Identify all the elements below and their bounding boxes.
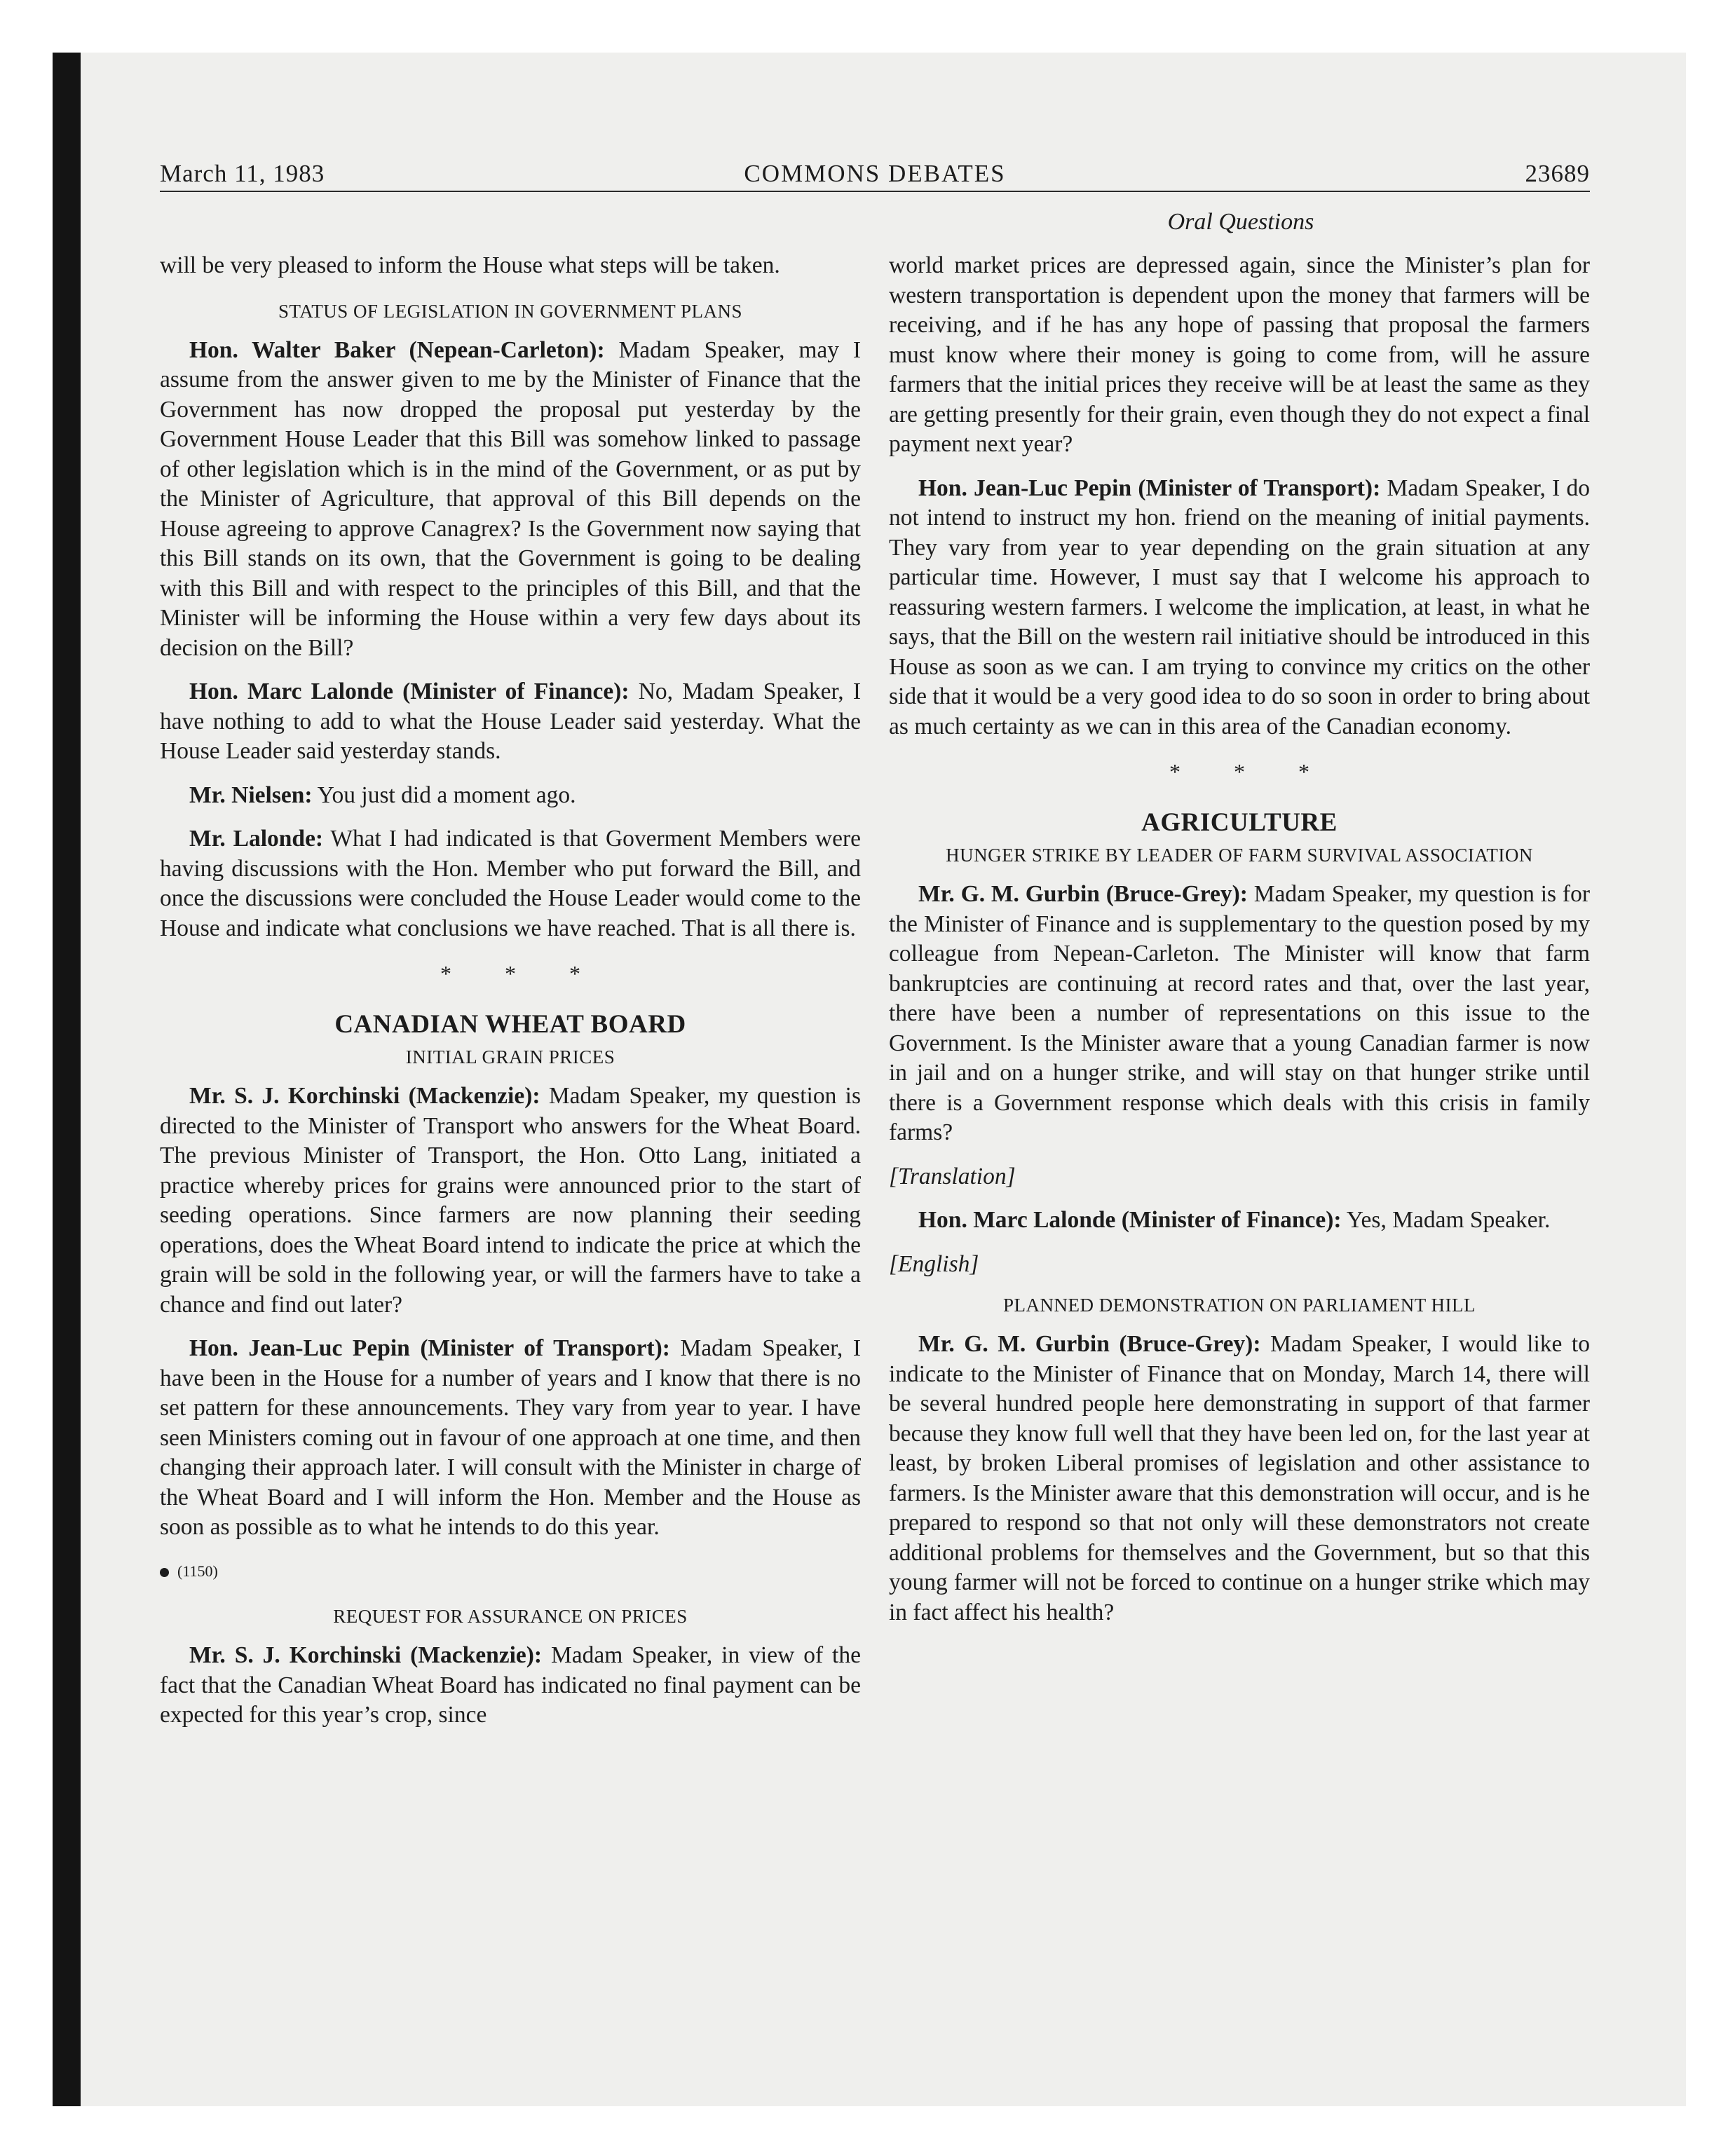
section-divider: * * * (1169, 759, 1333, 784)
speaker-name: Mr. G. M. Gurbin (Bruce-Grey): (918, 881, 1248, 907)
speech-paragraph (160, 336, 861, 664)
speaker-name: Hon. Marc Lalonde (Minister of Finance): (918, 1207, 1342, 1233)
speaker-name: Hon. Walter Baker (Nepean-Carleton): (189, 336, 605, 363)
language-marker: [English] (889, 1250, 979, 1277)
speech-paragraph (889, 1330, 1590, 1628)
speech-paragraph (889, 474, 1590, 742)
section-heading: AGRICULTURE (1141, 807, 1338, 837)
header-title: COMMONS DEBATES (744, 160, 1006, 187)
page-header (160, 156, 1590, 195)
speech-text: Yes, Madam Speaker. (1341, 1207, 1551, 1233)
paragraph: world market prices are depressed again, since the Minister’s plan for western transportation is dependent upon the money that farmers will be receiving, and if he has any hope of passing that proposal the farmers must know where their money is going to come from, will he assure farmers that the initial prices they receive will be at least the same as they are getting presently for their grain, even though they do not expect a final payment next year? (889, 252, 1590, 457)
speech-paragraph (889, 880, 1590, 1148)
right-column (889, 251, 1590, 1642)
left-column (160, 251, 861, 1745)
speech-text: What I had indicated is that Goverment Members were having discussions with the Hon. Member who put forward the Bill, and once the discussions were concluded the House Leader would come to the House and indicate what conclusions we have reached. That is all there is. (160, 826, 861, 941)
speech-text: No, Madam Speaker, I have nothing to add to what the House Leader said yesterday. What the House Leader said yesterday stands. (160, 678, 861, 764)
page-number: 23689 (1525, 160, 1590, 187)
language-marker: [Translation] (889, 1163, 1016, 1189)
subheading: INITIAL GRAIN PRICES (405, 1046, 615, 1067)
speech-paragraph (160, 677, 861, 767)
speech-text: Madam Speaker, may I assume from the answer given to me by the Minister of Finance that the Government has now dropped the proposal put yesterday by the Government House Leader that this Bill was somehow linked to passage of other legislation which is in the mind of the Government, or as put by the Minister of Agriculture, that approval of this Bill depends on the House agreeing to approve Canagrex? Is the Government now saying that this Bill stands on its own, that the Government is going to be dealing with this Bill and with respect to the principles of this Bill, and that the Minister will be informing the House within a very few days about its decision on the Bill? (160, 336, 862, 661)
timestamp-marker (160, 1557, 861, 1587)
speaker-name: Mr. S. J. Korchinski (Mackenzie): (189, 1642, 543, 1668)
header-rule (160, 191, 1590, 192)
speech-paragraph (160, 1334, 861, 1543)
speaker-name: Hon. Jean-Luc Pepin (Minister of Transport): (918, 475, 1381, 501)
speech-paragraph (160, 781, 861, 811)
speech-text: Madam Speaker, in view of the fact that the Canadian Wheat Board has indicated no final payment can be expected for this year’s crop, since (160, 1642, 861, 1728)
speaker-name: Mr. S. J. Korchinski (Mackenzie): (189, 1083, 540, 1109)
speech-text: You just did a moment ago. (312, 782, 576, 808)
speaker-name: Hon. Marc Lalonde (Minister of Finance): (189, 678, 630, 704)
speaker-name: Mr. Nielsen: (189, 782, 313, 808)
section-divider: * * * (440, 961, 604, 986)
section-heading: CANADIAN WHEAT BOARD (334, 1009, 686, 1039)
speech-text: Madam Speaker, my question is for the Minister of Finance and is supplementary to the question posed by my colleague from Nepean-Carleton. The Minister will know that farm bankruptcies are continuing at record rates and that, over the last year, there have been a number of representations on this issue to the Government. Is the Minister aware that a young Canadian farmer is now in jail and on a hunger strike, and will stay on that hunger strike until there is a Government response which deals with this crisis in family farms? (889, 881, 1590, 1145)
subheading: HUNGER STRIKE BY LEADER OF FARM SURVIVAL ASSOCIATION (946, 845, 1533, 866)
subheading: REQUEST FOR ASSURANCE ON PRICES (333, 1606, 688, 1627)
speech-text: Madam Speaker, I do not intend to instruct my hon. friend on the meaning of initial payments. They vary from year to year depending on the grain situation at any particular time. However, I must say that I welcome his approach to reassuring western farmers. I welcome the implication, at least, in what he says, that the Bill on the western rail initiative should be introduced in this House as soon as we can. I am trying to convince my critics on the other side that it would be a very good idea to do so soon in order to bring about as much certainty as we can in this area of the Canadian economy. (889, 475, 1590, 739)
speech-text: Madam Speaker, my question is directed to the Minister of Transport who answers for the Wheat Board. The previous Minister of Transport, the Hon. Otto Lang, initiated a practice whereby prices for grains were announced prior to the start of seeding operations. Since farmers are now planning their seeding operations, does the Wheat Board intend to indicate the price at which the grain will be sold in the following year, or will the farmers have to take a chance and find out later? (160, 1083, 861, 1318)
speaker-name: Mr. G. M. Gurbin (Bruce-Grey): (918, 1331, 1261, 1357)
paragraph: will be very pleased to inform the House what steps will be taken. (160, 252, 780, 278)
subheading: STATUS OF LEGISLATION IN GOVERNMENT PLANS (278, 300, 743, 322)
speech-text: Madam Speaker, I would like to indicate to the Minister of Finance that on Monday, March 14, there will be several hundred people here demonstrating in support of that farmer because they know full well that they have been led on, for the last year at least, by broken Liberal promises of legislation and other assistance to farmers. Is the Minister aware that this demonstration will occur, and is he prepared to respond so that not only will these demonstrators not create additional problems for themselves and the Government, but so that this young farmer will not be forced to continue on a hunger strike which may in fact affect his health? (889, 1331, 1590, 1625)
speech-paragraph (889, 1206, 1590, 1236)
speaker-name: Mr. Lalonde: (189, 826, 324, 852)
running-section-title: Oral Questions (1167, 209, 1314, 235)
bullet-dot (160, 1568, 169, 1577)
speaker-name: Hon. Jean-Luc Pepin (Minister of Transport): (189, 1335, 670, 1361)
speech-paragraph (160, 1641, 861, 1731)
speech-paragraph (160, 1082, 861, 1320)
speech-text: Madam Speaker, I have been in the House for a number of years and I know that there is no set pattern for these announcements. They vary from year to year. I have seen Ministers coming out in favour of one approach at one time, and then changing their approach later. I will consult with the Minister in charge of the Wheat Board and I will inform the Hon. Member and the House as soon as possible as to what he intends to do this year. (160, 1335, 861, 1540)
subheading: PLANNED DEMONSTRATION ON PARLIAMENT HILL (1003, 1295, 1476, 1316)
speech-paragraph (160, 824, 861, 943)
header-date: March 11, 1983 (160, 160, 325, 187)
timestamp: (1150) (177, 1562, 218, 1580)
binding-edge (53, 53, 81, 2106)
